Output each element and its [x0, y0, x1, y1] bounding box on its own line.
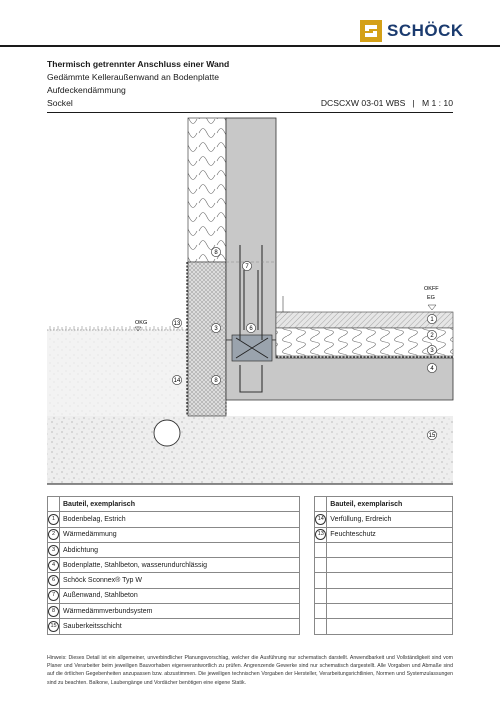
legend-num: 7 [48, 590, 59, 601]
legend-row [48, 527, 453, 542]
marker-3-left [211, 323, 220, 332]
legend-row [48, 573, 453, 588]
legend-label: Feuchteschutz [327, 527, 453, 542]
legend-num: 8 [48, 606, 59, 617]
legend-header-left: Bauteil, exemplarisch [60, 497, 300, 512]
legend-num: 3 [48, 545, 59, 556]
marker-8-bottom [211, 375, 220, 384]
legend-label: Wärmedämmung [60, 527, 300, 542]
marker-1 [427, 314, 436, 323]
drawing-code: DCSCXW 03-01 WBS [320, 98, 406, 108]
schoeck-logo [360, 20, 464, 42]
marker-7 [242, 261, 251, 270]
svg-text:4: 4 [430, 366, 434, 373]
svg-text:1: 1 [430, 317, 434, 324]
legend-label: Bodenplatte, Stahlbeton, wasserundurchlässig [60, 558, 300, 573]
header-rule [0, 45, 500, 47]
legend-num: 13 [315, 529, 326, 540]
legend-label: Sauberkeitsschicht [60, 619, 300, 634]
legend-num: 15 [48, 621, 59, 632]
legend-row [48, 604, 453, 619]
title-line-2: Gedämmte Kelleraußenwand an Bodenplatte [47, 72, 219, 82]
label-okff: OKFF [424, 286, 439, 292]
floor-insulation [276, 328, 453, 356]
svg-text:7: 7 [245, 264, 249, 271]
svg-text:6: 6 [249, 326, 253, 333]
okff-marker-icon [428, 305, 436, 310]
label-okg: OKG [135, 320, 148, 326]
legend-num: 2 [48, 529, 59, 540]
marker-6 [246, 323, 255, 332]
legend-num: 4 [48, 560, 59, 571]
marker-13 [172, 318, 181, 327]
etics-insulation-upper [188, 118, 226, 262]
marker-2 [427, 330, 436, 339]
svg-text:8: 8 [214, 250, 218, 257]
legend-row [48, 619, 453, 634]
svg-text:15: 15 [428, 433, 436, 440]
legend-row [48, 512, 453, 527]
perimeter-insulation [188, 262, 226, 416]
code-separator: | [412, 98, 415, 108]
legend-label: Außenwand, Stahlbeton [60, 588, 300, 603]
legend-label: Bodenbelag, Estrich [60, 512, 300, 527]
grass-ticks [50, 326, 182, 330]
title-line-4: Sockel [47, 98, 73, 108]
legend-label: Wärmedämmverbundsystem [60, 604, 300, 619]
svg-text:8: 8 [214, 378, 218, 385]
svg-text:14: 14 [173, 378, 181, 385]
blinding-layer [47, 416, 453, 484]
legend-row [48, 542, 453, 557]
legend-row [48, 588, 453, 603]
soil-backfill [47, 330, 187, 416]
marker-3-right [427, 345, 436, 354]
svg-text:3: 3 [430, 348, 434, 355]
legend-label: Abdichtung [60, 542, 300, 557]
legend-label: Schöck Sconnex® Typ W [60, 573, 300, 588]
title-line-3: Aufdeckendämmung [47, 85, 126, 95]
schoeck-logo-mark [360, 20, 382, 42]
svg-text:2: 2 [430, 333, 434, 340]
legend-num: 6 [48, 575, 59, 586]
marker-14 [172, 375, 181, 384]
legend-num: 1 [48, 514, 59, 525]
exterior-wall [226, 118, 276, 340]
svg-text:13: 13 [173, 321, 181, 328]
floor-screed [276, 312, 453, 328]
legend-header-row [48, 497, 453, 512]
marker-8-top [211, 247, 220, 256]
legend-header-right: Bauteil, exemplarisch [327, 497, 453, 512]
marker-4 [427, 363, 436, 372]
title-line-1: Thermisch getrennter Anschluss einer Wand [47, 59, 230, 69]
svg-text:3: 3 [214, 326, 218, 333]
legend-num: 14 [315, 514, 326, 525]
drainage-pipe [154, 420, 180, 446]
legend-row [48, 558, 453, 573]
edge-strip [276, 296, 290, 312]
marker-15 [427, 430, 436, 439]
drawing-scale: M 1 : 10 [421, 98, 453, 108]
disclaimer-note: Hinweis: Dieses Detail ist ein allgemeiner, unverbindlicher Planungsvorschlag, welcher die Ausführung nur schematisch darstellt. Anwendbarkeit und Vollständigkeit sind vom Planer und Verarbeiter beim jeweiligen Bauvorhaben eigenverantwortlich zu prüfen. Angrenzende Gewerke sind nur schematisch dargestellt. Alle Vorgaben und Abmaße sind auf die örtlichen Gegebenheiten anzupassen bzw. abzustimmen. Die jeweiligen technischen Vorgaben der Hersteller, Verarbeitungsrichtlinien, Normen und Systemzulassungen sind zu beachten. Balkone, Laubengänge und Vordächer benötigen eine eigene Statik. [47, 655, 453, 686]
detail-drawing [0, 113, 500, 485]
logo-text: SCHÖCK [387, 21, 464, 40]
legend-table [47, 496, 453, 635]
legend-label: Verfüllung, Erdreich [327, 512, 453, 527]
label-okff-eg: EG [427, 295, 435, 301]
drawing-code-block [321, 98, 453, 108]
